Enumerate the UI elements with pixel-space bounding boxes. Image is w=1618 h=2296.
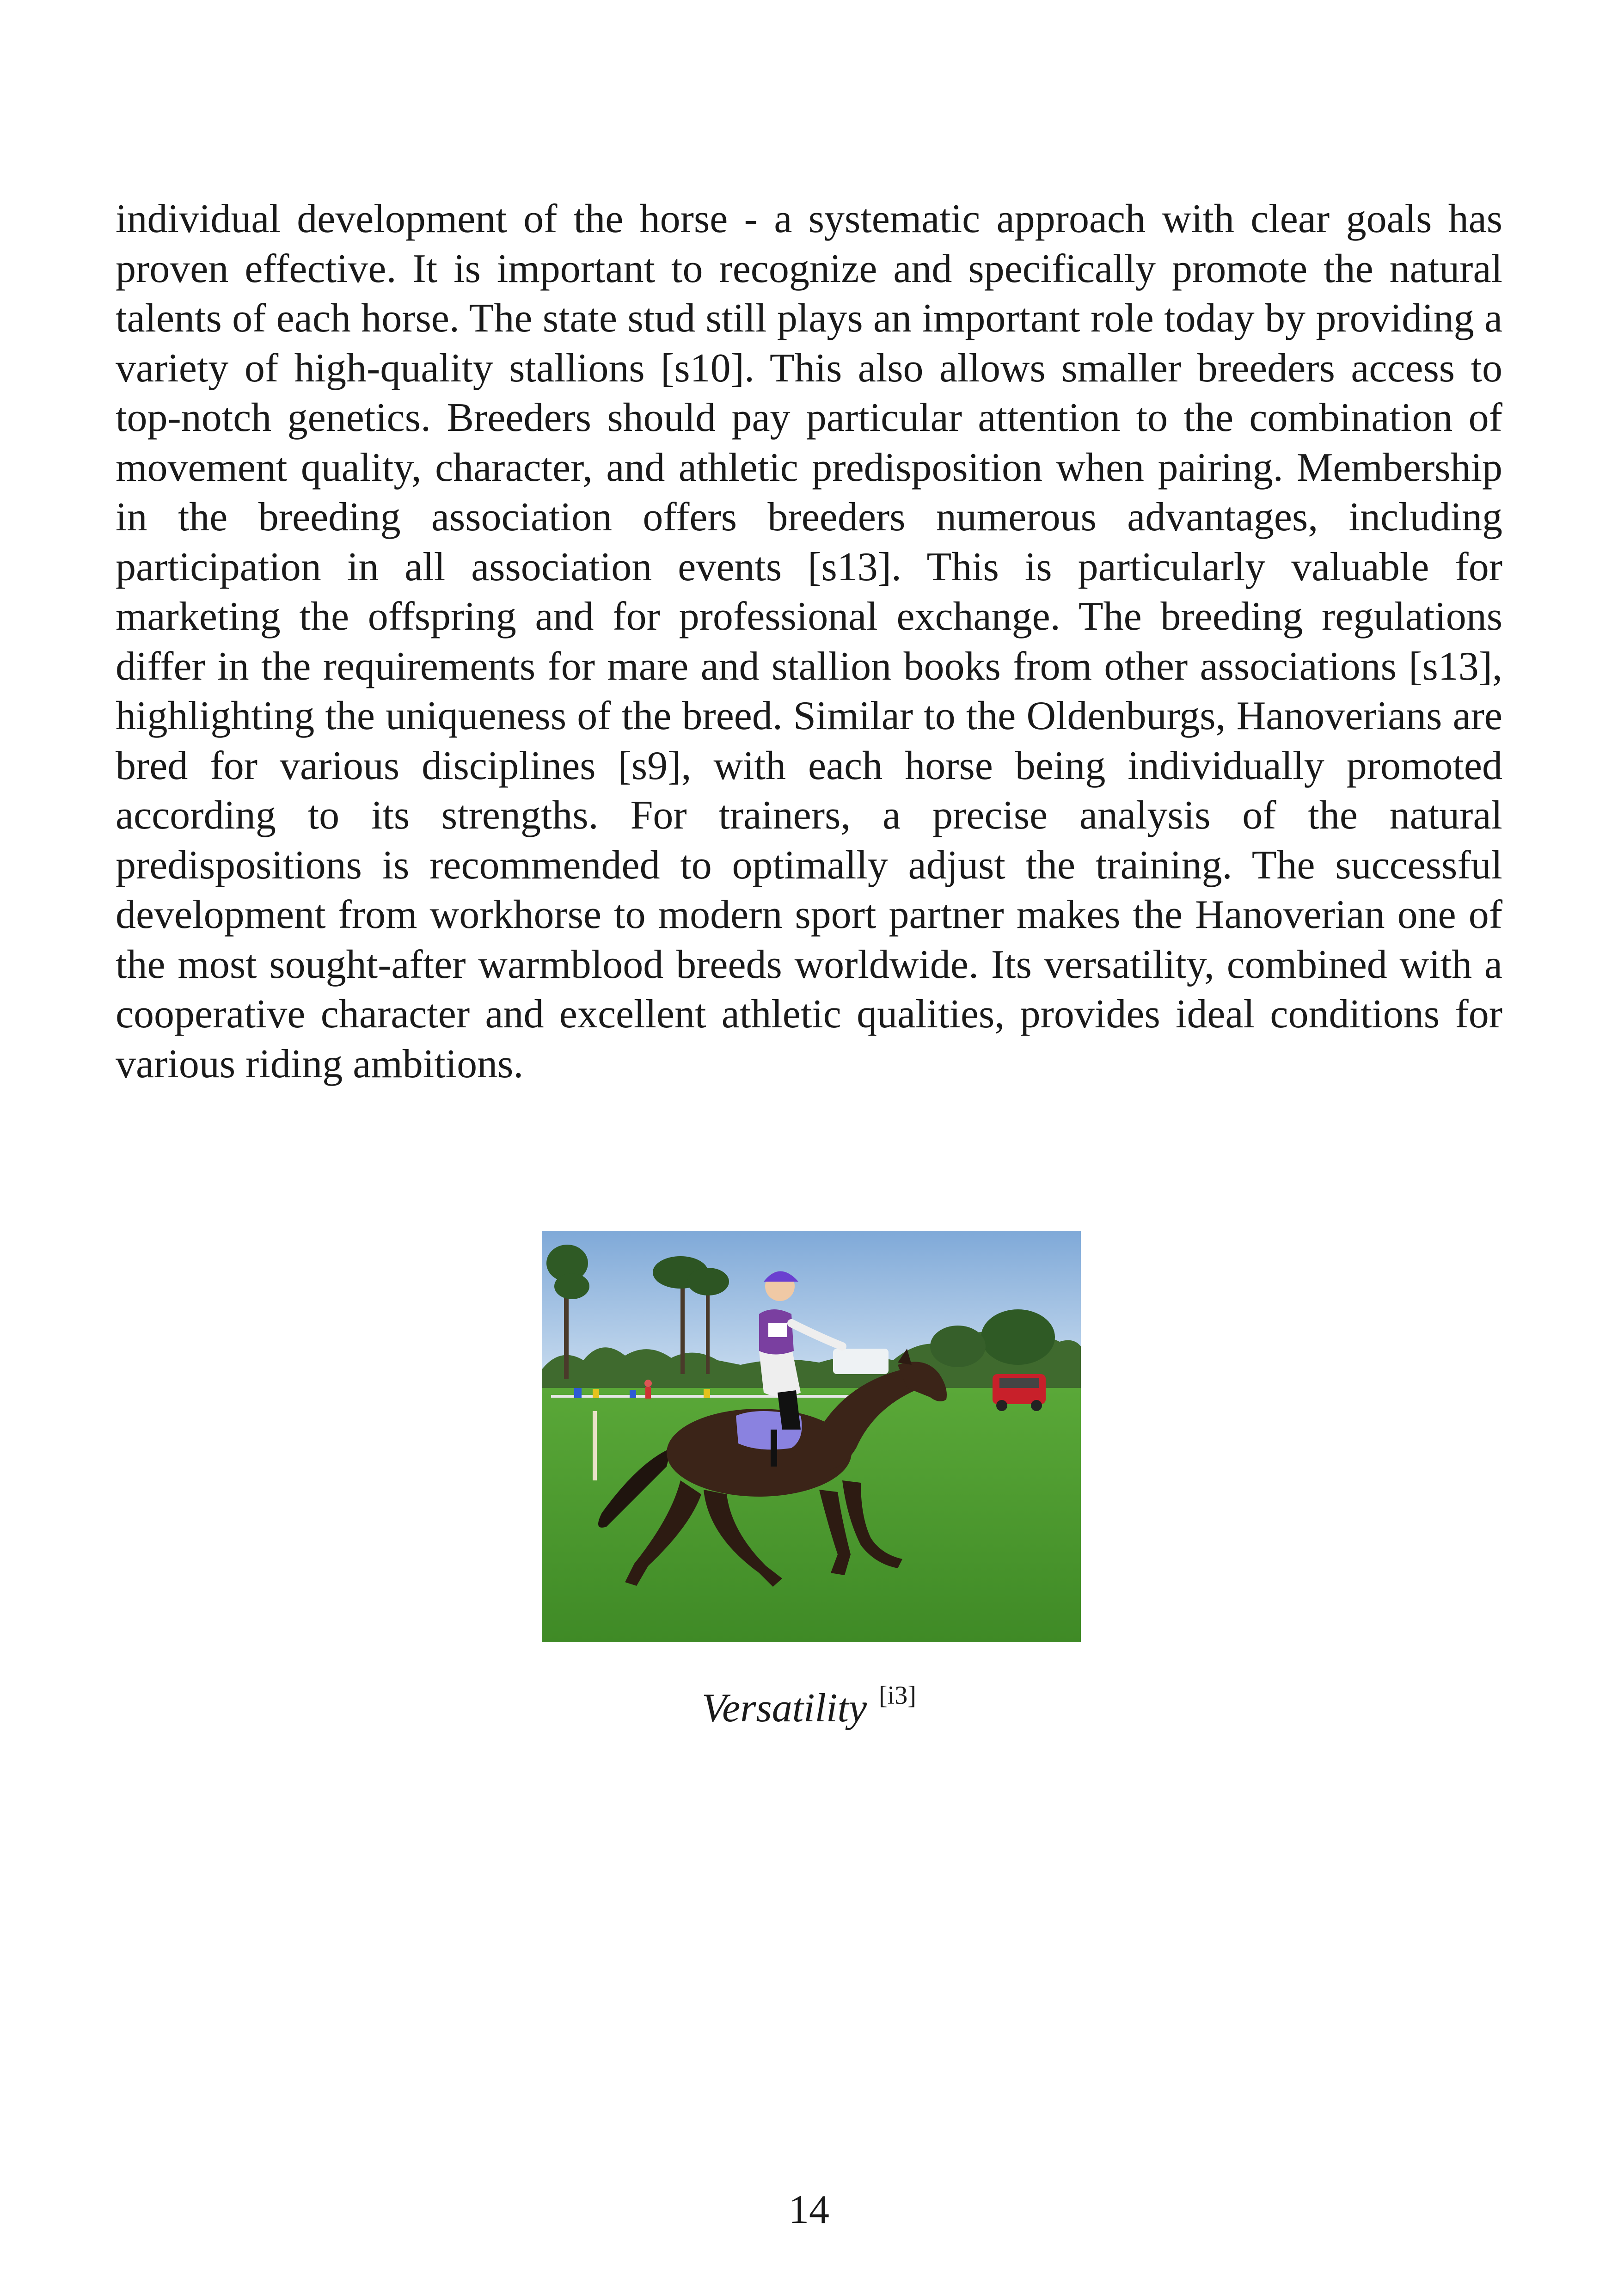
figure-caption [0, 1683, 1618, 1738]
body-paragraph: individual development of the horse - a systematic approach with clear goals has proven effective. It is important to recognize and specifically promote the natural talents of each horse. The state stud still plays an important role today by providing a variety of high-quality stallions [s10]. This also allows smaller breeders access to top-notch genetics. Breeders should pay particular attention to the combination of movement quality, character, and athletic predisposition when pairing. Membership in the breeding association offers breeders numerous advantages, including participation in all association events [s13]. This is particularly valuable for marketing the offspring and for professional exchange. The breeding regulations differ in the requirements for mare and stallion books from other associations [s13], highlighting the uniqueness of the breed. Similar to the Oldenburgs, Hanoverians are bred for various disciplines [s9], with each horse being individually promoted according to its strengths. For trainers, a precise analysis of the natural predispositions is recommended to optimally adjust the training. The successful development from workhorse to modern sport partner makes the Hanoverian one of the most sought-after warmblood breeds worldwide. Its versatility, combined with a cooperative character and excellent athletic qualities, provides ideal conditions for various riding ambitions. [116, 196, 1502, 1087]
caption-text: Versatility [702, 1686, 867, 1731]
caption-reference: [i3] [879, 1681, 916, 1710]
horse-photo-illustration [542, 1231, 1081, 1642]
horse-photo [542, 1231, 1081, 1642]
page-number: 14 [789, 2187, 829, 2232]
